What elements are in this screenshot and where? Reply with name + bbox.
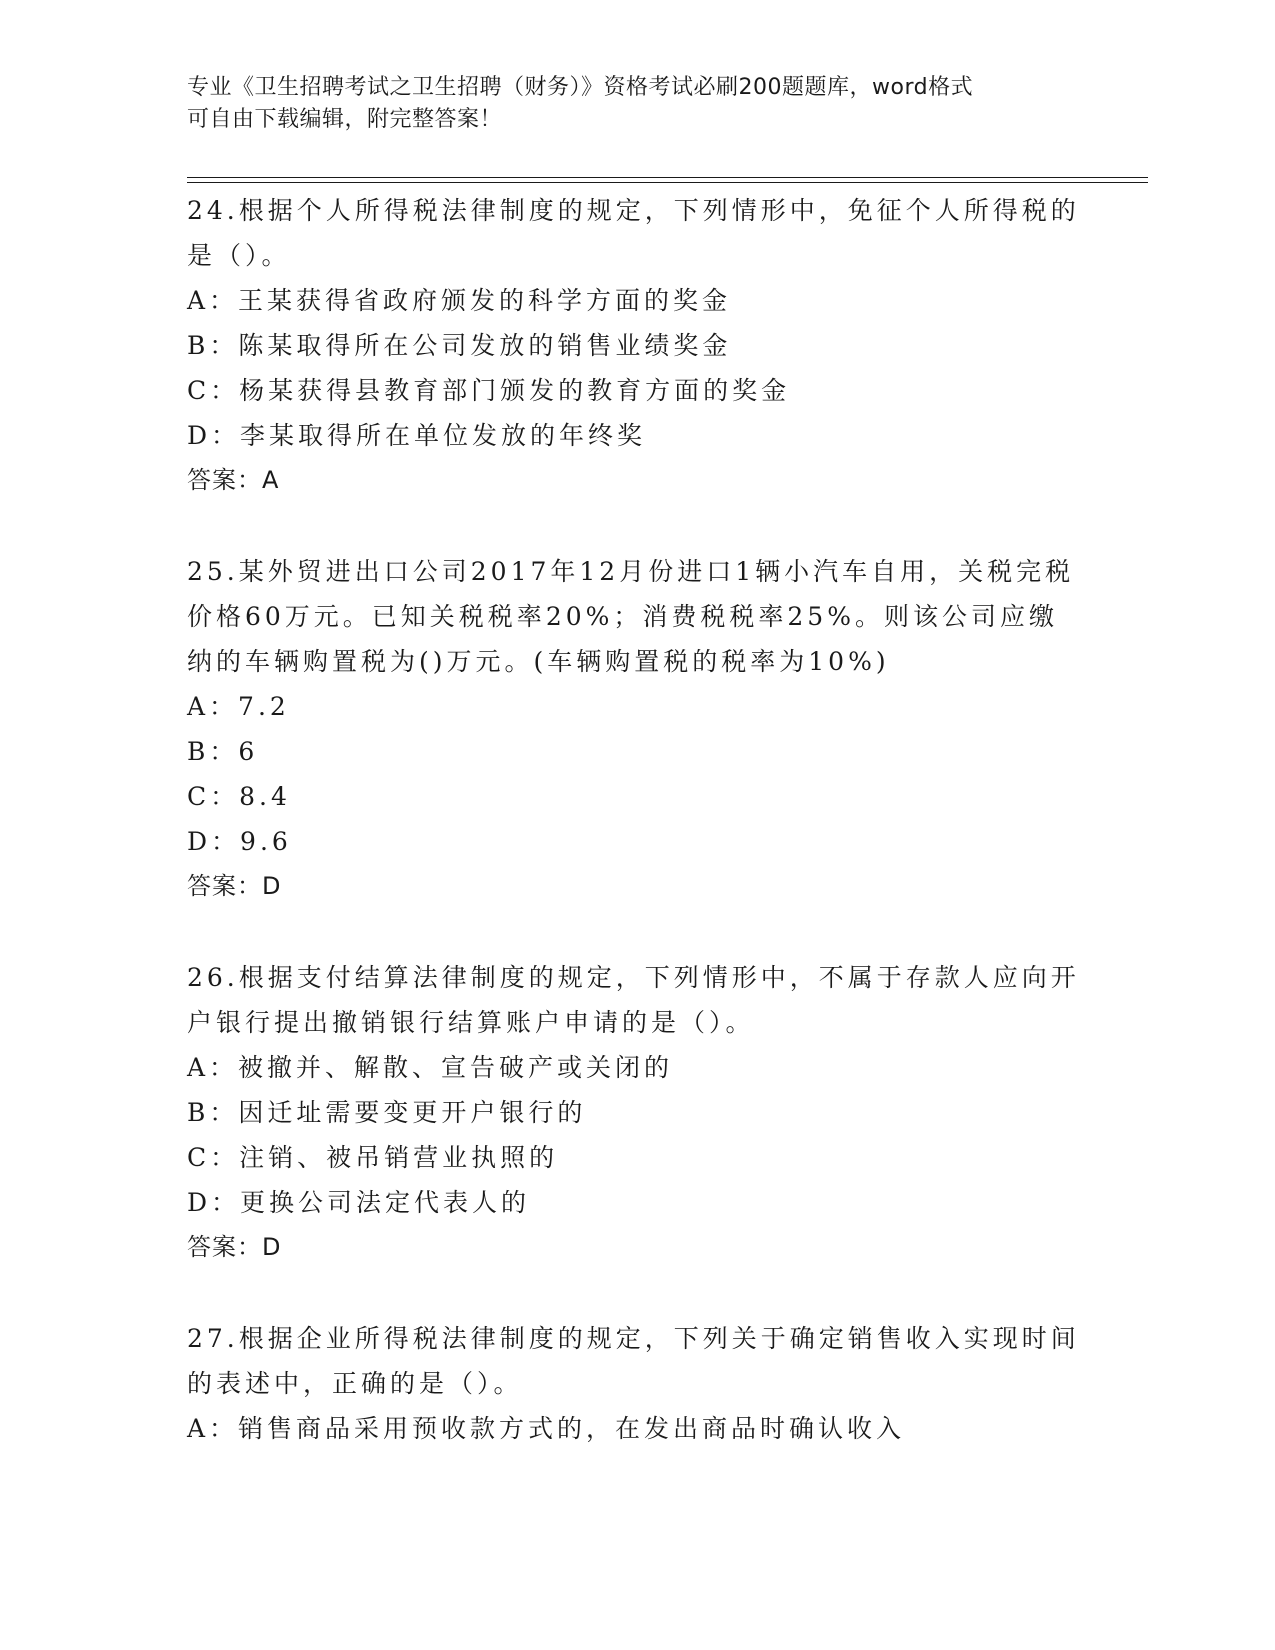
answer-line: 答案：D bbox=[187, 1233, 282, 1261]
question-27 bbox=[187, 1316, 1087, 1451]
question-stem-line: 户银行提出撤销银行结算账户申请的是（）。 bbox=[187, 1008, 755, 1037]
question-stem-line: 的表述中，正确的是（）。 bbox=[187, 1369, 523, 1398]
question-stem-line: 纳的车辆购置税为()万元。(车辆购置税的税率为10%) bbox=[187, 647, 890, 676]
option-d: D：李某取得所在单位发放的年终奖 bbox=[187, 421, 647, 450]
question-25 bbox=[187, 549, 1087, 909]
option-a: A：销售商品采用预收款方式的，在发出商品时确认收入 bbox=[187, 1414, 906, 1443]
option-b: B：6 bbox=[187, 737, 259, 766]
question-26 bbox=[187, 955, 1087, 1270]
answer-line: 答案：A bbox=[187, 466, 280, 494]
header-rule-top bbox=[187, 177, 1148, 178]
question-stem-line: 25.某外贸进出口公司2017年12月份进口1辆小汽车自用，关税完税 bbox=[187, 557, 1075, 586]
header-line-2: 可自由下载编辑，附完整答案！ bbox=[187, 107, 503, 132]
option-a: A：7.2 bbox=[187, 692, 290, 721]
document-header bbox=[187, 72, 1087, 136]
option-b: B：陈某取得所在公司发放的销售业绩奖金 bbox=[187, 331, 732, 360]
option-b: B：因迁址需要变更开户银行的 bbox=[187, 1098, 587, 1127]
question-stem-line: 26.根据支付结算法律制度的规定，下列情形中，不属于存款人应向开 bbox=[187, 963, 1080, 992]
question-stem-line: 27.根据企业所得税法律制度的规定，下列关于确定销售收入实现时间 bbox=[187, 1324, 1080, 1353]
question-stem-line: 是（）。 bbox=[187, 241, 291, 270]
option-d: D：更换公司法定代表人的 bbox=[187, 1188, 531, 1217]
option-c: C：注销、被吊销营业执照的 bbox=[187, 1143, 559, 1172]
header-line-1: 专业《卫生招聘考试之卫生招聘（财务）》资格考试必刷200题题库，word格式 bbox=[187, 75, 974, 100]
question-list bbox=[187, 188, 1087, 1497]
question-stem-line: 价格60万元。已知关税税率20%；消费税税率25%。则该公司应缴 bbox=[187, 602, 1058, 631]
header-rule-bottom bbox=[187, 182, 1148, 183]
answer-line: 答案：D bbox=[187, 872, 282, 900]
question-24 bbox=[187, 188, 1087, 503]
option-a: A：被撤并、解散、宣告破产或关闭的 bbox=[187, 1053, 674, 1082]
question-stem-line: 24.根据个人所得税法律制度的规定，下列情形中，免征个人所得税的 bbox=[187, 196, 1080, 225]
option-a: A：王某获得省政府颁发的科学方面的奖金 bbox=[187, 286, 732, 315]
option-d: D：9.6 bbox=[187, 827, 292, 856]
option-c: C：杨某获得县教育部门颁发的教育方面的奖金 bbox=[187, 376, 791, 405]
option-c: C：8.4 bbox=[187, 782, 291, 811]
